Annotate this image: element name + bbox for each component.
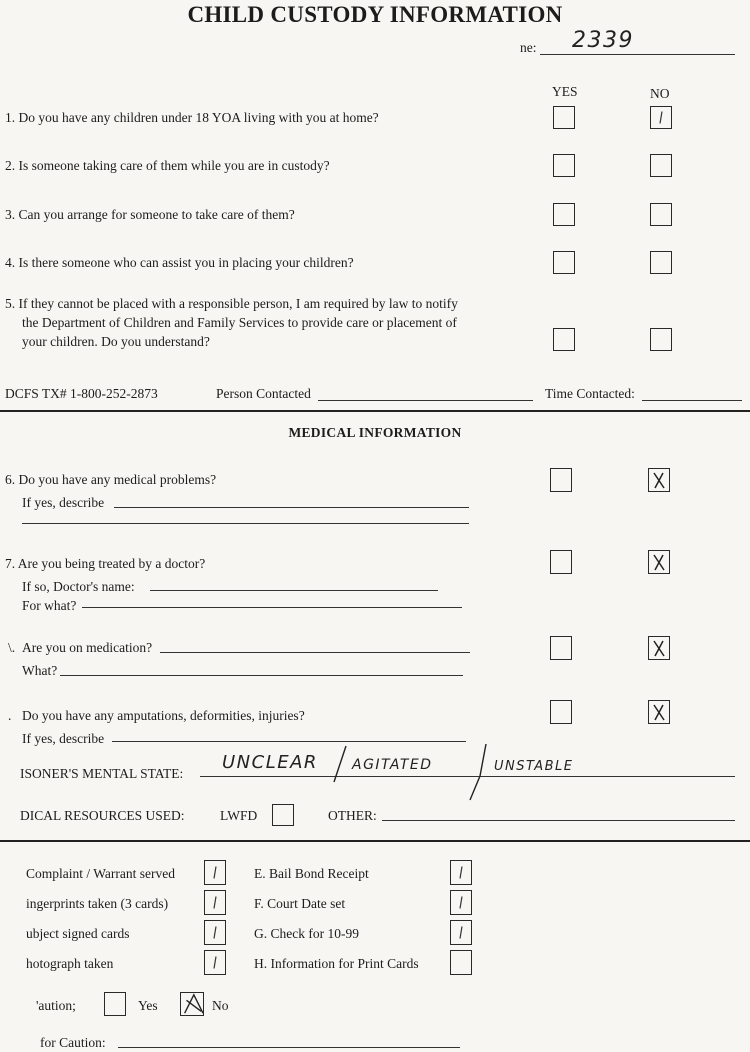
question-text: Do you have any amputations, deformities, injuries? [22, 708, 305, 723]
caution-no-checkbox[interactable] [180, 992, 204, 1016]
medical-q6-no-checkbox[interactable] [648, 468, 670, 492]
other-field[interactable] [382, 820, 735, 821]
mental-state-value-2: AGITATED [352, 757, 433, 773]
dcfs-phone: DCFS TX# 1-800-252-2873 [5, 386, 158, 401]
check-mark-icon [651, 107, 671, 128]
caution-yes-checkbox[interactable] [104, 992, 126, 1016]
medical-q7-yes-checkbox[interactable] [550, 550, 572, 574]
check-mark-icon [649, 701, 669, 723]
question-text: the Department of Children and Family Services to provide care or placement of [22, 315, 457, 330]
question-text: 3. Can you arrange for someone to take care of them? [5, 207, 295, 222]
medical-section-title: MEDICAL INFORMATION [288, 425, 462, 440]
medical-question-9 [22, 706, 305, 725]
answer-line[interactable] [160, 652, 470, 653]
check-mark-icon [205, 891, 225, 914]
medical-q8-yes-checkbox[interactable] [550, 636, 572, 660]
checklist-right-3-checkbox[interactable] [450, 920, 472, 945]
mental-state-value-1: UNCLEAR [222, 752, 318, 773]
question-text: your children. Do you understand? [22, 334, 210, 349]
question-text: 7. Are you being treated by a doctor? [5, 556, 206, 571]
custody-q4-yes-checkbox[interactable] [553, 251, 575, 274]
checklist-left-3-checkbox[interactable] [204, 920, 226, 945]
question-text: 4. Is there someone who can assist you in placing your children? [5, 255, 354, 270]
medical-q7-no-checkbox[interactable] [648, 550, 670, 574]
lwfd-label: LWFD [220, 808, 258, 823]
time-contacted-field[interactable] [642, 400, 742, 401]
medical-q8-no-checkbox[interactable] [648, 636, 670, 660]
check-mark-icon [205, 951, 225, 974]
custody-q2-yes-checkbox[interactable] [553, 154, 575, 177]
check-mark-icon [205, 861, 225, 884]
checklist-right-2-checkbox[interactable] [450, 890, 472, 915]
custody-q1-yes-checkbox[interactable] [553, 106, 575, 129]
question-text: 1. Do you have any children under 18 YOA living with you at home? [5, 110, 379, 125]
caution-reason-field[interactable] [118, 1047, 460, 1048]
checklist-label: H. Information for Print Cards [254, 956, 419, 971]
question-text: 5. If they cannot be placed with a responsible person, I am required by law to notify [5, 296, 458, 311]
name-field-value[interactable]: 2339 [572, 28, 634, 53]
checklist-label: G. Check for 10-99 [254, 926, 359, 941]
person-contacted-field[interactable] [318, 400, 533, 401]
section-divider-2 [0, 840, 750, 842]
custody-q5-yes-checkbox[interactable] [553, 328, 575, 351]
caution-label: 'aution; [36, 998, 76, 1013]
caution-reason-label: for Caution: [40, 1035, 106, 1050]
time-contacted-label: Time Contacted: [545, 386, 635, 401]
custody-q4-no-checkbox[interactable] [650, 251, 672, 274]
custody-question-2 [5, 156, 330, 175]
checklist-label: ubject signed cards [26, 926, 130, 941]
mental-state-value-3: UNSTABLE [494, 759, 574, 774]
medical-resources-label: DICAL RESOURCES USED: [20, 808, 185, 823]
medical-question-8 [22, 638, 152, 657]
checklist-label: F. Court Date set [254, 896, 346, 911]
custody-q2-no-checkbox[interactable] [650, 154, 672, 177]
sub-label: If yes, describe [22, 731, 105, 746]
check-mark-icon [451, 861, 471, 884]
check-mark-icon [205, 921, 225, 944]
custody-question-5 [5, 294, 458, 351]
custody-question-1 [5, 108, 379, 127]
check-mark-icon [649, 551, 669, 573]
person-contacted-label: Person Contacted [216, 386, 311, 401]
check-mark-icon [181, 993, 203, 1015]
check-mark-icon [649, 637, 669, 659]
answer-line[interactable] [114, 507, 469, 508]
answer-line[interactable] [82, 607, 462, 608]
question-text: Are you on medication? [22, 640, 153, 655]
checklist-right-1-checkbox[interactable] [450, 860, 472, 885]
checklist-label: ingerprints taken (3 cards) [26, 896, 169, 911]
checklist-right-4-checkbox[interactable] [450, 950, 472, 975]
answer-line[interactable] [150, 590, 438, 591]
caution-no-label: No [212, 998, 229, 1013]
custody-question-4 [5, 253, 354, 272]
check-mark-icon [649, 469, 669, 491]
question-number: \. [8, 640, 16, 655]
answer-line[interactable] [22, 523, 469, 524]
custody-q3-yes-checkbox[interactable] [553, 203, 575, 226]
medical-q6-yes-checkbox[interactable] [550, 468, 572, 492]
custody-q1-no-checkbox[interactable] [650, 106, 672, 129]
check-mark-icon [451, 891, 471, 914]
other-label: OTHER: [328, 808, 377, 823]
question-text: 6. Do you have any medical problems? [5, 472, 217, 487]
checklist-label: E. Bail Bond Receipt [254, 866, 369, 881]
custody-q5-no-checkbox[interactable] [650, 328, 672, 351]
header-no: NO [650, 86, 670, 101]
name-field-label: ne: [520, 40, 537, 55]
caution-yes-label: Yes [138, 998, 158, 1013]
checklist-label: Complaint / Warrant served [26, 866, 176, 881]
medical-q9-yes-checkbox[interactable] [550, 700, 572, 724]
custody-question-3 [5, 205, 295, 224]
medical-q9-no-checkbox[interactable] [648, 700, 670, 724]
sub-label: For what? [22, 598, 77, 613]
section-divider-1 [0, 410, 750, 412]
question-text: 2. Is someone taking care of them while you are in custody? [5, 158, 330, 173]
question-number: . [8, 708, 12, 723]
sub-label: If yes, describe [22, 495, 105, 510]
checklist-left-4-checkbox[interactable] [204, 950, 226, 975]
custody-q3-no-checkbox[interactable] [650, 203, 672, 226]
medical-question-6 [5, 470, 216, 489]
header-yes: YES [552, 84, 578, 99]
medical-question-7 [5, 554, 205, 573]
checklist-left-2-checkbox[interactable] [204, 890, 226, 915]
form-title: CHILD CUSTODY INFORMATION [187, 2, 563, 27]
sub-label: If so, Doctor's name: [22, 579, 135, 594]
checklist-left-1-checkbox[interactable] [204, 860, 226, 885]
mental-state-label: ISONER'S MENTAL STATE: [20, 766, 184, 781]
name-field-line [540, 54, 735, 55]
sub-label: What? [22, 663, 58, 678]
answer-line[interactable] [60, 675, 463, 676]
handwritten-slashes [320, 742, 500, 804]
checklist-label: hotograph taken [26, 956, 114, 971]
check-mark-icon [451, 921, 471, 944]
lwfd-checkbox[interactable] [272, 804, 294, 826]
